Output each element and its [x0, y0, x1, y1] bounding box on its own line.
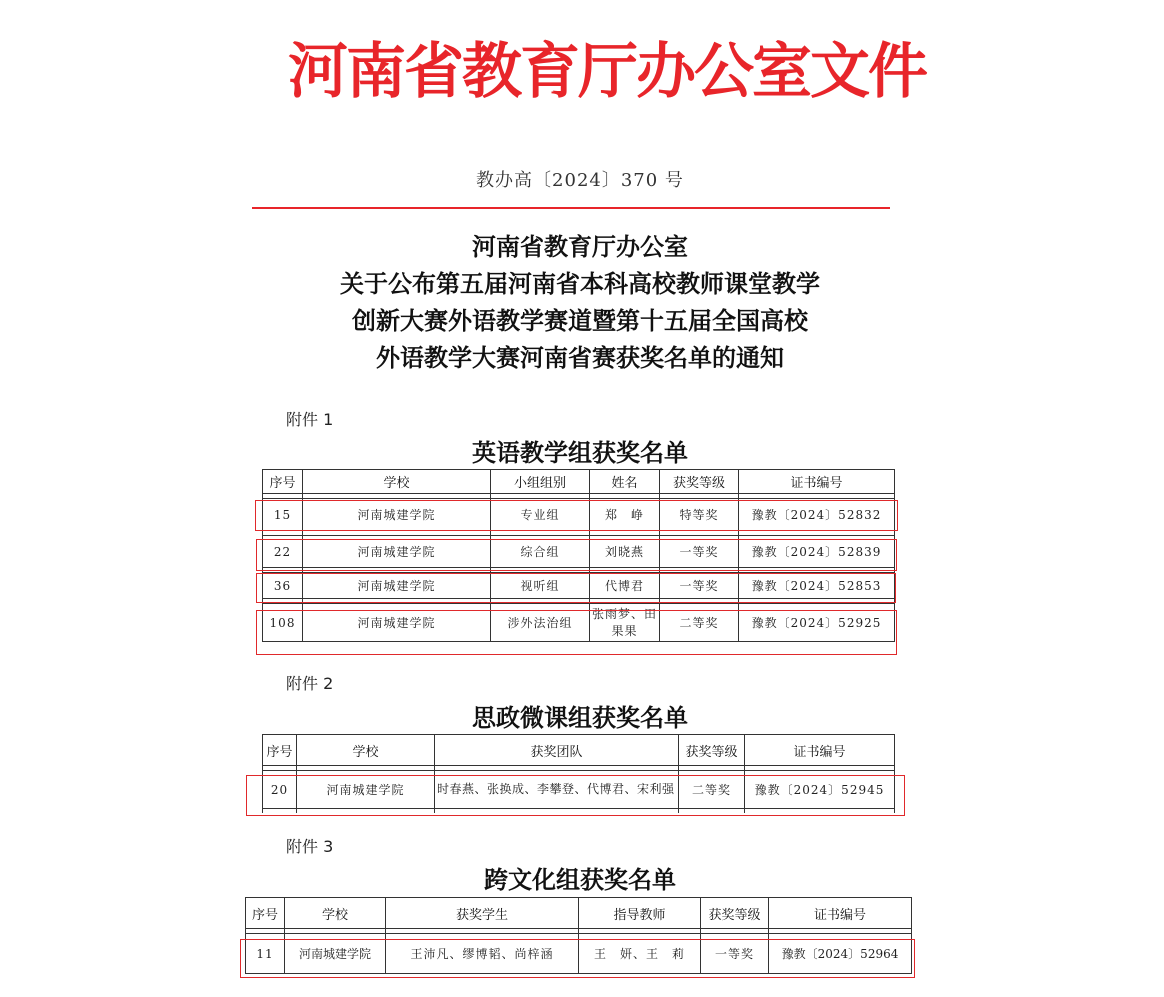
table-row	[263, 771, 895, 809]
attachment-1-label: 附件 1	[286, 410, 334, 429]
cell-level: 一等奖	[660, 536, 739, 568]
cell-cert: 豫教〔2024〕52832	[739, 499, 895, 531]
column-header: 获奖团队	[435, 735, 679, 766]
intercultural-award-table	[245, 897, 912, 974]
cell-name: 张雨梦、田果果	[590, 604, 660, 642]
column-header: 证书编号	[769, 898, 912, 929]
column-header: 获奖等级	[660, 470, 739, 494]
notice-title-line: 关于公布第五届河南省本科高校教师课堂教学	[340, 269, 820, 298]
table-header-row	[263, 470, 895, 494]
column-header: 学校	[303, 470, 491, 494]
notice-title-line: 创新大赛外语教学赛道暨第十五届全国高校	[352, 306, 808, 335]
office-document-title: 河南省教育厅办公室文件	[288, 37, 926, 107]
column-header: 指导教师	[579, 898, 701, 929]
table-row	[263, 536, 895, 568]
cell-name: 郑 峥	[590, 499, 660, 531]
cell-cert: 豫教〔2024〕52964	[769, 934, 912, 974]
table-row	[263, 573, 895, 599]
column-header: 获奖学生	[386, 898, 579, 929]
column-header: 姓名	[590, 470, 660, 494]
table-header-row	[263, 735, 895, 766]
cell-cert: 豫教〔2024〕52839	[739, 536, 895, 568]
cell-advisors: 王 妍、王 莉	[579, 934, 701, 974]
document-number: 教办高〔2024〕370 号	[476, 170, 684, 191]
cell-level: 二等奖	[679, 771, 745, 809]
cell-no: 22	[263, 536, 303, 568]
column-header: 序号	[263, 470, 303, 494]
cell-no: 108	[263, 604, 303, 642]
cell-level: 特等奖	[660, 499, 739, 531]
table-row	[263, 499, 895, 531]
cell-cert: 豫教〔2024〕52853	[739, 573, 895, 599]
cell-level: 一等奖	[660, 573, 739, 599]
column-header: 学校	[285, 898, 386, 929]
column-header: 序号	[246, 898, 285, 929]
table-row	[246, 934, 912, 974]
cell-school: 河南城建学院	[297, 771, 435, 809]
column-header: 小组组别	[491, 470, 590, 494]
column-header: 学校	[297, 735, 435, 766]
notice-title	[240, 228, 920, 376]
attachment-3-label: 附件 3	[286, 837, 334, 856]
attachment-2-label: 附件 2	[286, 674, 334, 693]
cell-group: 涉外法治组	[491, 604, 590, 642]
column-header: 获奖等级	[701, 898, 769, 929]
cell-group: 专业组	[491, 499, 590, 531]
cell-school: 河南城建学院	[303, 573, 491, 599]
cell-school: 河南城建学院	[285, 934, 386, 974]
table-row	[263, 604, 895, 642]
attachment-2-title: 思政微课组获奖名单	[472, 703, 688, 732]
cell-group: 视听组	[491, 573, 590, 599]
cell-school: 河南城建学院	[303, 536, 491, 568]
notice-title-line: 河南省教育厅办公室	[472, 232, 688, 261]
attachment-3-title: 跨文化组获奖名单	[484, 865, 676, 894]
english-award-table	[262, 469, 895, 642]
cell-level: 二等奖	[660, 604, 739, 642]
cell-no: 20	[263, 771, 297, 809]
cell-name: 刘晓燕	[590, 536, 660, 568]
cell-level: 一等奖	[701, 934, 769, 974]
cell-school: 河南城建学院	[303, 499, 491, 531]
cell-no: 36	[263, 573, 303, 599]
column-header: 获奖等级	[679, 735, 745, 766]
ideology-award-table	[262, 734, 895, 813]
cell-cert: 豫教〔2024〕52945	[745, 771, 895, 809]
cell-group: 综合组	[491, 536, 590, 568]
table-header-row	[246, 898, 912, 929]
attachment-1-title: 英语教学组获奖名单	[472, 438, 688, 467]
cell-school: 河南城建学院	[303, 604, 491, 642]
cell-team: 时春燕、张换成、李攀登、代博君、宋利强	[435, 771, 679, 809]
cell-students: 王沛凡、缪博韬、尚梓涵	[386, 934, 579, 974]
column-header: 证书编号	[745, 735, 895, 766]
cell-name: 代博君	[590, 573, 660, 599]
red-divider-line	[252, 207, 890, 209]
column-header: 序号	[263, 735, 297, 766]
notice-title-line: 外语教学大赛河南省赛获奖名单的通知	[376, 343, 784, 372]
cell-no: 11	[246, 934, 285, 974]
cell-no: 15	[263, 499, 303, 531]
column-header: 证书编号	[739, 470, 895, 494]
cell-cert: 豫教〔2024〕52925	[739, 604, 895, 642]
